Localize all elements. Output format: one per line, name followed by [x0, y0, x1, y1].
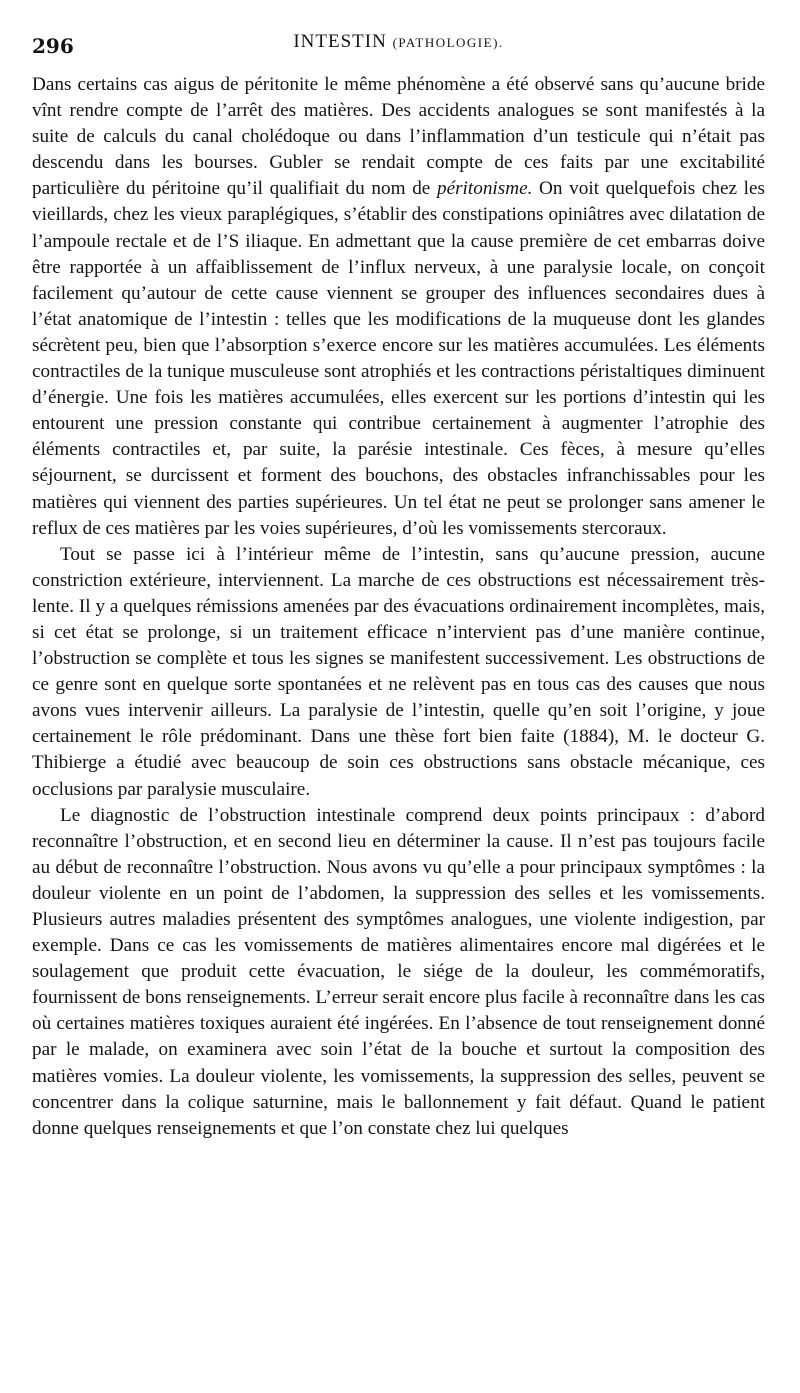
running-title	[32, 31, 765, 53]
paragraph-1	[32, 72, 765, 542]
paragraph-2	[32, 542, 765, 803]
text-run: On voit quelquefois chez les vieillards, chez les vieux paraplégiques, s’établir des constipations opiniâtres avec dilatation de l’ampoule rectale et de l’S iliaque. En admettant que la cause première de cet embarras doive être rapportée à un affaiblissement de l’influx nerveux, à une paralysie locale, on conçoit facilement qu’autour de cette cause viennent se grouper des influences secondaires dues à l’état anatomique de l’intestin : telles que les modifications de la muqueuse dont les glandes sécrètent peu, bien que l’absorption s’exerce encore sur les matières accumulées. Les éléments contractiles de la tunique musculeuse sont atrophiés et les contractions péristaltiques diminuent d’énergie. Une fois les matières accumulées, elles exercent sur les portions d’intestin qui les entourent une pression constante qui contribue certainement à augmenter l’atrophie des éléments contractiles et, par suite, la parésie intestinale. Ces fèces, à mesure qu’elles séjournent, se durcissent et forment des bouchons, des obstacles infranchissables pour les matières qui viennent des parties supérieures. Un tel état ne peut se prolonger sans amener le reflux de ces matières par les voies supérieures, d’où les vomissements stercoraux.	[32, 178, 765, 539]
paragraph-3	[32, 803, 765, 1142]
book-page	[32, 28, 765, 1142]
page-number: 296	[32, 34, 74, 58]
text-run: Le diagnostic de l’obstruction intestinale comprend deux points principaux : d’abord reconnaître l’obstruction, et en second lieu en déterminer la cause. Il n’est pas toujours facile au début de reconnaître l’obstruction. Nous avons vu qu’elle a pour principaux symptômes : la douleur violente en un point de l’abdomen, la suppression des selles et les vomissements. Plusieurs autres maladies présentent des symptômes analogues, une violente indigestion, par exemple. Dans ce cas les vomissements de matières alimentaires encore mal digérées et le soulagement que produit cette évacuation, le siége de la douleur, les commémoratifs, fournissent de bons renseignements. L’erreur serait encore plus facile à reconnaître dans les cas où certaines matières toxiques auraient été ingérées. En l’absence de tout renseignement donné par le malade, on examinera avec soin l’état de la bouche et surtout la composition des matières vomies. La douleur violente, les vomissements, la suppression des selles, peuvent se concentrer dans la colique saturnine, mais le ballonnement y fait défaut. Quand le patient donne quelques renseignements et que l’on constate chez lui quelques	[32, 804, 765, 1139]
italic-term: péritonisme.	[436, 178, 533, 200]
text-run: Tout se passe ici à l’intérieur même de l’intestin, sans qu’aucune pression, aucune constriction extérieure, interviennent. La marche de ces obstructions est nécessairement très-lente. Il y a quelques rémissions amenées par des évacuations ordinairement incomplètes, mais, si cet état se prolonge, si un traitement efficace n’intervient pas d’une manière continue, l’obstruction se complète et tous les signes se manifestent successivement. Les obstructions de ce genre sont en quelque sorte spontanées et ne relèvent pas en tous cas des causes que nous avons vues intervenir ailleurs. La paralysie de l’intestin, quelle qu’en soit l’origine, y joue certainement le rôle prédominant. Dans une thèse fort bien faite (1884), M. le docteur G. Thibierge a étudié avec beaucoup de soin ces obstructions sans obstacle mécanique, ces occlusions par paralysie musculaire.	[32, 543, 765, 800]
running-title-main: INTESTIN	[293, 31, 387, 52]
body-text	[32, 72, 765, 1142]
running-title-sub: (PATHOLOGIE).	[392, 35, 504, 50]
page-header	[32, 28, 765, 62]
text-run: Dans certains cas aigus de péritonite le même phénomène a été observé sans qu’aucune bride vînt rendre compte de l’arrêt des matières. Des accidents analogues se sont manifestés à la suite de calculs du canal cholédoque ou dans l’inflammation d’un testicule qui n’était pas descendu dans les bourses. Gubler se rendait compte de ces faits par une excitabilité particulière du péritoine qu’il qualifiait du nom de	[32, 74, 765, 200]
